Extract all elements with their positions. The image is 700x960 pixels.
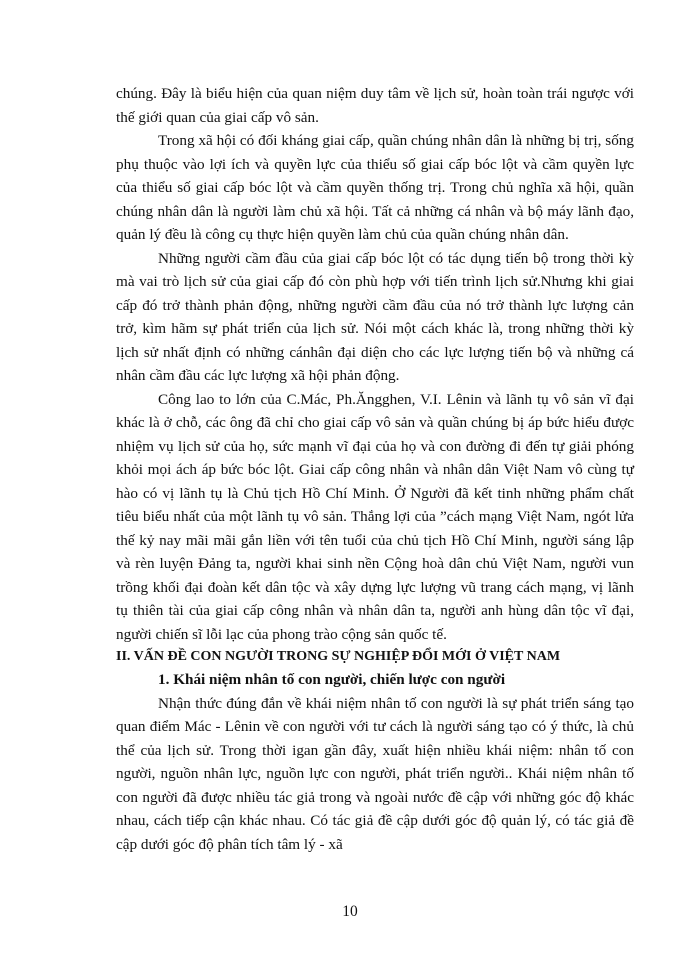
subsection-heading: 1. Khái niệm nhân tố con người, chiến lược con người [158,671,506,688]
section-heading: II. VẤN ĐỀ CON NGƯỜI TRONG SỰ NGHIỆP ĐỔI MỚI Ở VIỆT NAM [116,649,561,664]
page-number: 10 [342,903,358,920]
paragraph-marx-engels-lenin: Công lao to lớn của C.Mác, Ph.Ăngghen, V.I. Lênin và lãnh tụ vô sản vĩ đại khác là ở chỗ, các ông đã chỉ cho giai cấp vô sản và quần chúng bị áp bức hiểu được nhiệm vụ lịch sử của họ, sức mạnh vĩ đại của họ và con đường đi đến tự giải phóng khỏi mọi ách áp bức bóc lột. Giai cấp công nhân và nhân dân Việt Nam vô cùng tự hào có vị lãnh tụ là Chủ tịch Hồ Chí Minh. Ở Người đã kết tinh những phẩm chất tiêu biểu nhất của một lãnh tụ vô sản. Thắng lợi của ”cách mạng Việt Nam, ngót lửa thế kỷ nay mãi mãi gắn liền với tên tuổi của chủ tịch Hồ Chí Minh, người sáng lập và rèn luyện Đảng ta, người khai sinh nền Cộng hoà dân chủ Việt Nam, người vun trồng khối đại đoàn kết dân tộc và xây dựng lực lượng vũ trang cách mạng, vị lãnh tụ thiên tài của giai cấp công nhân và nhân dân ta, người anh hùng dân tộc vĩ đại, người chiến sĩ lỗi lạc của phong trào cộng sản quốc tế. [116,390,634,643]
paragraph-leaders-of-exploiting-class: Những người cầm đầu của giai cấp bóc lột có tác dụng tiến bộ trong thời kỳ mà vai trò lịch sử của giai cấp đó còn phù hợp với tiến trình lịch sử.Nhưng khi giai cấp đó trở thành phản động, những người cầm đầu của nó trở thành lực lượng cản trở, kìm hãm sự phát triển của lịch sử. Nói một cách khác là, trong những thời kỳ lịch sử nhất định có những cánhân đại diện cho các lực lượng tiến bộ và những cá nhân cầm đầu các lực lượng xã hội phản động. [116,249,634,384]
paragraph-masses-in-class-society: Trong xã hội có đối kháng giai cấp, quần chúng nhân dân là những bị trị, sống phụ thuộc vào lợi ích và quyền lực của thiểu số giai cấp bóc lột và cầm quyền lực của thiểu số giai cấp bóc lột và cầm quyền thống trị. Trong chủ nghĩa xã hội, quần chúng nhân dân là người làm chủ xã hội. Tất cả những cá nhân và bộ máy lãnh đạo, quản lý đều là công cụ thực hiện quyền làm chủ của quần chúng nhân dân. [116,132,634,243]
document-body [116,82,634,856]
paragraph-continuation: chúng. Đây là biểu hiện của quan niệm duy tâm về lịch sử, hoàn toàn trái ngược với thế giới quan của giai cấp vô sản. [116,85,634,126]
paragraph-human-factor-concept: Nhận thức đúng đắn về khái niệm nhân tố con người là sự phát triển sáng tạo quan điểm Mác - Lênin về con người với tư cách là người sáng tạo có ý thức, là chủ thể của lịch sử. Trong thời igan gần đây, xuất hiện nhiều khái niệm: nhân tố con người, nguồn nhân lực, nguồn lực con người, phát triển người.. Khái niệm nhân tố con người đã được nhiều tác giả trong và ngoài nước đề cập với những góc độ khác nhau, cách tiếp cận khác nhau. Có tác giả đề cập dưới góc độ quản lý, có tác giả đề cập dưới góc độ phân tích tâm lý - xã [116,694,634,853]
